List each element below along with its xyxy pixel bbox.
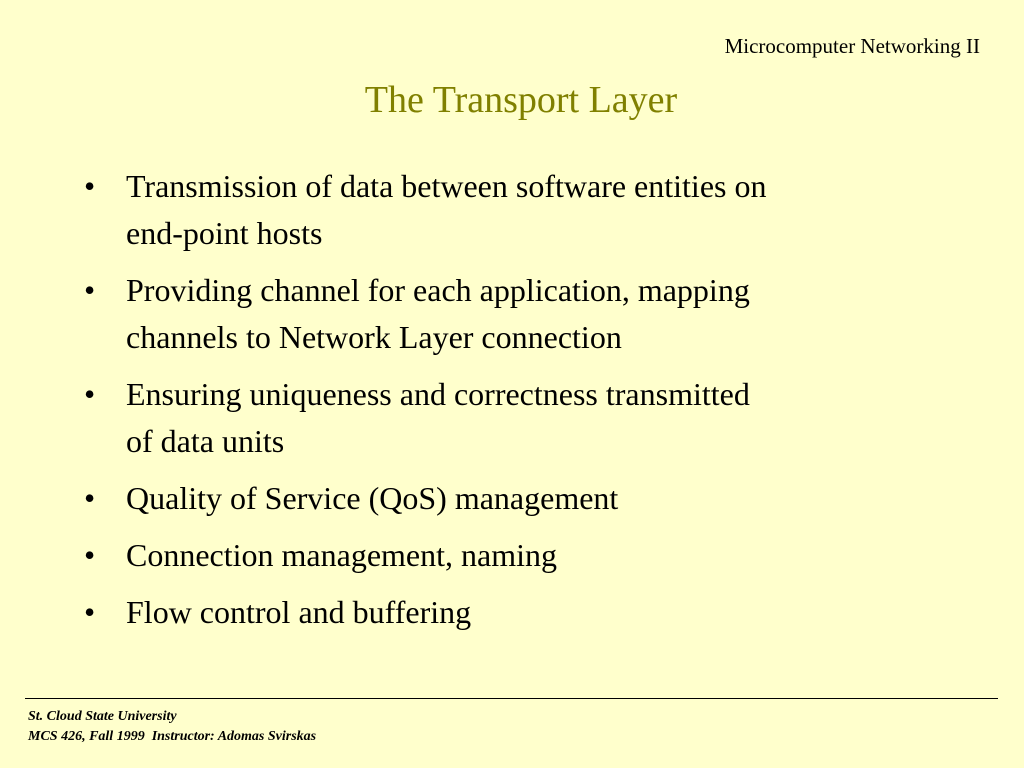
bullet-text-line: channels to Network Layer connection <box>126 319 622 355</box>
bullet-icon: • <box>84 168 96 204</box>
bullet-text-line: end-point hosts <box>126 215 323 251</box>
bullet-text-line: Transmission of data between software entities on <box>126 168 767 204</box>
bullet-item <box>84 267 934 361</box>
bullet-item <box>84 475 934 522</box>
footer <box>28 707 316 747</box>
bullet-item <box>84 589 934 636</box>
slide-title: The Transport Layer <box>364 79 678 121</box>
bullet-icon: • <box>84 480 96 516</box>
bullet-icon: • <box>84 537 96 573</box>
bullet-icon: • <box>84 594 96 630</box>
bullet-list <box>84 163 934 646</box>
footer-course-info: MCS 426, Fall 1999 Instructor: Adomas Svirskas <box>28 729 317 744</box>
bullet-icon: • <box>84 272 96 308</box>
bullet-text-line: Quality of Service (QoS) management <box>126 480 619 516</box>
bullet-text-line: Ensuring uniqueness and correctness transmitted <box>126 376 750 412</box>
footer-university: St. Cloud State University <box>28 709 177 724</box>
bullet-text-line: Flow control and buffering <box>126 594 472 630</box>
footer-divider <box>25 698 998 699</box>
bullet-item <box>84 371 934 465</box>
bullet-text-line: Providing channel for each application, mapping <box>126 272 750 308</box>
bullet-text-line: of data units <box>126 423 285 459</box>
bullet-icon: • <box>84 376 96 412</box>
bullet-text-line: Connection management, naming <box>126 537 557 573</box>
course-header: Microcomputer Networking II <box>724 34 980 58</box>
bullet-item <box>84 532 934 579</box>
bullet-item <box>84 163 934 257</box>
